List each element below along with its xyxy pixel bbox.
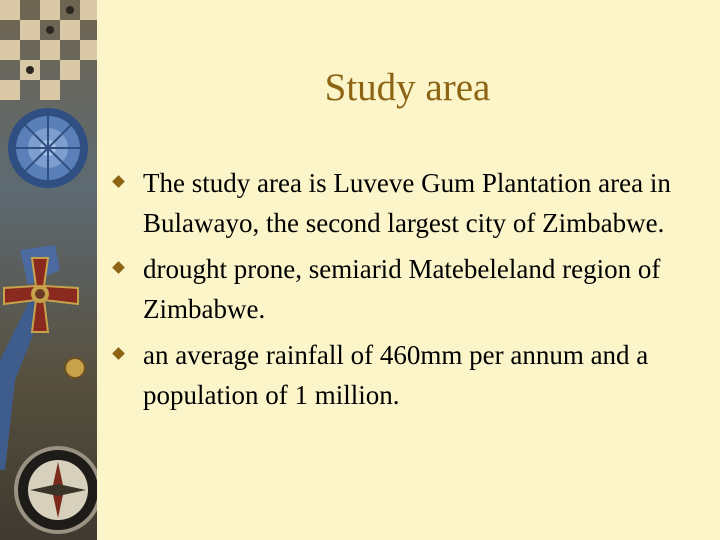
bullet-list [112, 163, 712, 421]
rosette-medal-icon [8, 108, 88, 188]
diamond-bullet-icon [112, 347, 125, 360]
diamond-bullet-icon [112, 261, 125, 274]
slide-title: Study area [324, 66, 491, 109]
bullet-text: The study area is Luveve Gum Plantation area in Bulawayo, the second largest city of Zimbabwe. [143, 168, 671, 238]
diamond-bullet-icon [112, 175, 125, 188]
bullet-item [112, 249, 712, 329]
bullet-text: an average rainfall of 460mm per annum and a population of 1 million. [143, 340, 649, 410]
bullet-item [112, 335, 712, 415]
compass-icon [16, 448, 97, 532]
bullet-text: drought prone, semiarid Matebeleland region of Zimbabwe. [143, 254, 661, 324]
medals-photo-strip [0, 0, 97, 540]
bullet-item [112, 163, 712, 243]
